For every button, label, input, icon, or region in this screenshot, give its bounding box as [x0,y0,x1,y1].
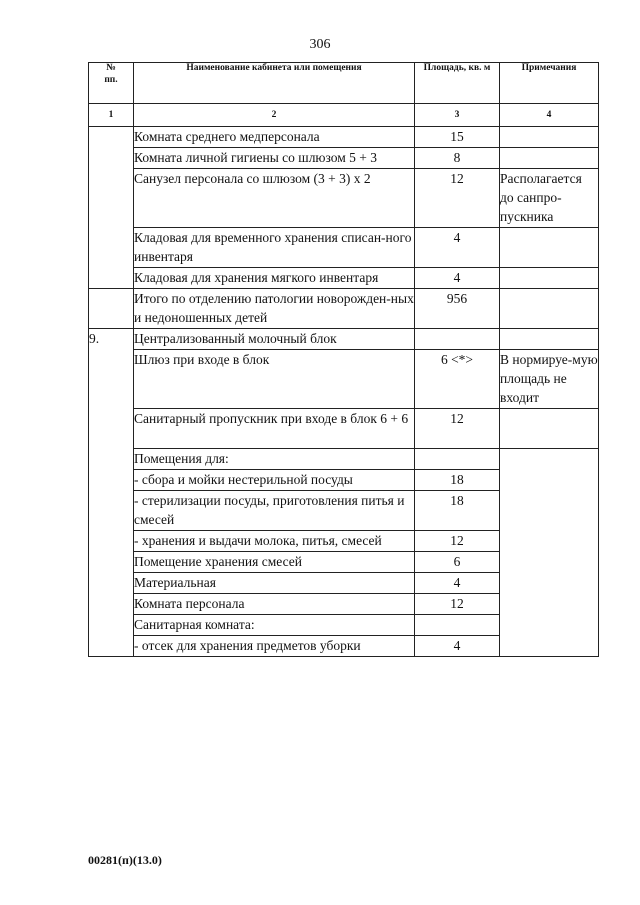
rooms-table [88,62,599,657]
row-number-cell [89,127,134,289]
room-area: 8 [415,148,500,169]
room-area: 12 [415,594,500,615]
room-note [500,289,599,329]
room-name: - сбора и мойки нестерильной посуды [134,470,415,491]
room-area: 6 [415,552,500,573]
room-name: Санитарная комната: [134,615,415,636]
table-row [89,148,599,169]
header-row [89,63,599,104]
room-name: Шлюз при входе в блок [134,350,415,409]
column-number: 4 [500,104,599,127]
section-number: 9. [89,329,134,657]
table-row [89,409,599,449]
table-row [89,228,599,268]
table-row [89,268,599,289]
table-row [89,350,599,409]
room-note: Располагается до санпро-пускника [500,169,599,228]
section-row [89,329,599,350]
room-name: Комната личной гигиены со шлюзом 5 + 3 [134,148,415,169]
room-area [415,329,500,350]
table-row [89,169,599,228]
room-note [500,148,599,169]
room-area [415,615,500,636]
room-name: Материальная [134,573,415,594]
room-area: 18 [415,491,500,531]
room-area: 4 [415,228,500,268]
column-number-row [89,104,599,127]
table-row [89,127,599,148]
room-area: 12 [415,531,500,552]
room-name: Помещение хранения смесей [134,552,415,573]
room-area: 12 [415,409,500,449]
room-area: 4 [415,636,500,657]
room-note [500,127,599,148]
room-note [500,409,599,449]
room-name: Комната среднего медперсонала [134,127,415,148]
room-area: 6 <*> [415,350,500,409]
row-number-cell [89,289,134,329]
room-area: 15 [415,127,500,148]
column-number: 2 [134,104,415,127]
room-note [500,268,599,289]
room-area: 956 [415,289,500,329]
page-number: 306 [309,37,331,52]
room-name: - хранения и выдачи молока, питья, смесей [134,531,415,552]
header-name: Наименование кабинета или помещения [134,63,415,104]
room-name: Санитарный пропускник при входе в блок 6 + 6 [134,409,415,449]
room-area: 12 [415,169,500,228]
table-row [89,449,599,470]
room-area: 4 [415,268,500,289]
room-name: Кладовая для хранения мягкого инвентаря [134,268,415,289]
column-number: 1 [89,104,134,127]
room-area: 4 [415,573,500,594]
room-area [415,449,500,470]
room-note [500,228,599,268]
room-note [500,329,599,350]
merged-note-cell [500,449,599,657]
room-name: - стерилизации посуды, приготовления питья и смесей [134,491,415,531]
room-name: Санузел персонала со шлюзом (3 + 3) x 2 [134,169,415,228]
room-note: В нормируе-мую площадь не входит [500,350,599,409]
header-num: № пп. [89,63,134,104]
column-number: 3 [415,104,500,127]
document-code: 00281(п)(13.0) [88,853,162,867]
room-name: Помещения для: [134,449,415,470]
header-note: Примечания [500,63,599,104]
section-title: Централизованный молочный блок [134,329,415,350]
room-name: Итого по отделению патологии новорожден-ных и недоношенных детей [134,289,415,329]
room-name: - отсек для хранения предметов уборки [134,636,415,657]
total-row [89,289,599,329]
room-area: 18 [415,470,500,491]
header-area: Площадь, кв. м [415,63,500,104]
room-name: Кладовая для временного хранения списан-ного инвентаря [134,228,415,268]
room-name: Комната персонала [134,594,415,615]
